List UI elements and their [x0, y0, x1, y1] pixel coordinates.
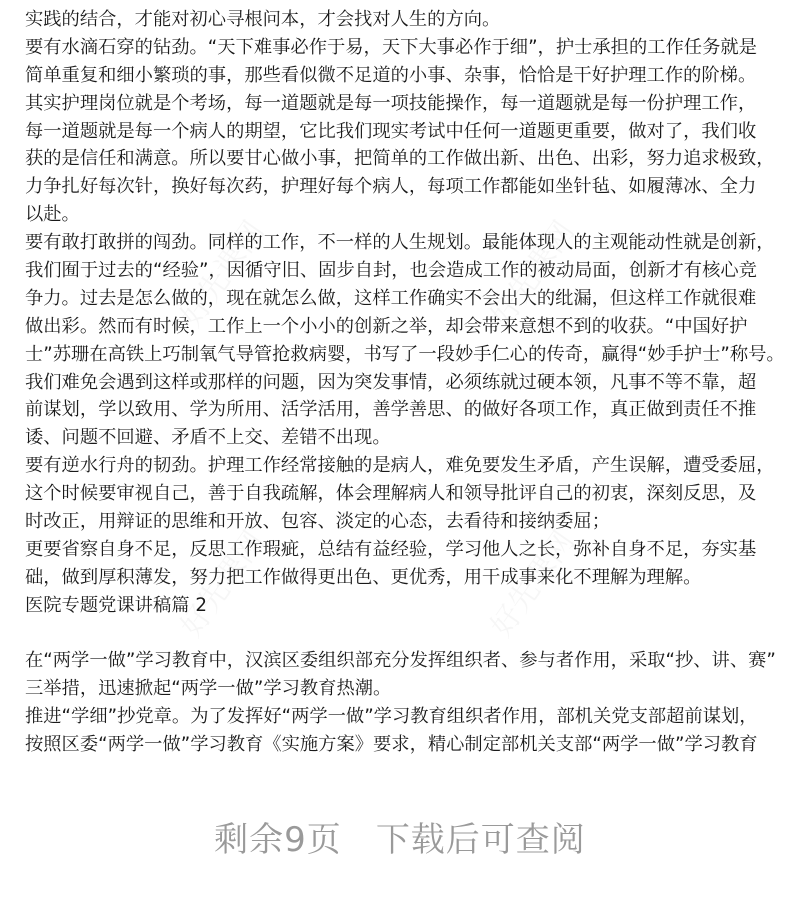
text-line: 医院专题党课讲稿篇 2 — [25, 594, 207, 616]
text-line: 推进“学细”抄党章。为了发挥好“两学一做”学习教育组织者作用，部机关党支部超前谋划， — [25, 706, 758, 728]
text-line: 每一道题就是每一个病人的期望，它比我们现实考试中任何一道题更重要，做对了，我们收 — [25, 120, 757, 142]
text-line: 以赴。 — [25, 204, 80, 226]
text-line: 前谋划，学以致用、学为所用、活学活用，善学善思、的做好各项工作，真正做到责任不推 — [25, 399, 757, 421]
text-line: 力争扎好每次针，换好每次药，护理好每个病人，每项工作都能如坐针毡、如履薄冰、全力 — [25, 176, 757, 198]
text-line: 争力。过去是怎么做的，现在就怎么做，这样工作确实不会出大的纰漏，但这样工作就很难 — [25, 287, 757, 309]
text-line: 士”苏珊在高铁上巧制氧气导管抢救病婴，书写了一段妙手仁心的传奇，赢得“妙手护士”称号。 — [25, 343, 785, 365]
document-body — [25, 6, 795, 759]
text-line: 础，做到厚积薄发，努力把工作做得更出色、更优秀，用干成事来化不理解为理解。 — [25, 566, 702, 588]
text-line: 要有逆水行舟的韧劲。护理工作经常接触的是病人，难免要发生矛盾，产生误解，遭受委屈， — [25, 455, 775, 477]
text-line: 做出彩。然而有时候，工作上一个小小的创新之举，却会带来意想不到的收获。“中国好护 — [25, 315, 748, 337]
download-prompt[interactable] — [0, 812, 800, 861]
text-line: 我们囿于过去的“经验”，因循守旧、固步自封，也会造成工作的被动局面，创新才有核心竞 — [25, 260, 757, 282]
text-line: 更要省察自身不足，反思工作瑕疵，总结有益经验，学习他人之长，弥补自身不足，夯实基 — [25, 538, 757, 560]
text-line: 其实护理岗位就是个考场，每一道题就是每一项技能操作，每一道题就是每一份护理工作， — [25, 92, 757, 114]
blank-line — [25, 620, 795, 648]
text-line: 时改正，用辩证的思维和开放、包容、淡定的心态，去看待和接纳委屈； — [25, 511, 610, 533]
text-line: 要有水滴石穿的钻劲。“天下难事必作于易，天下大事必作于细”，护士承担的工作任务就是 — [25, 36, 757, 58]
text-line: 我们难免会遇到这样或那样的问题，因为突发事情，必须练就过硬本领，凡事不等不靠，超 — [25, 371, 757, 393]
text-line: 简单重复和细小繁琐的事，那些看似微不足道的小事、杂事，恰恰是干好护理工作的阶梯。 — [25, 64, 757, 86]
text-line: 实践的结合，才能对初心寻根问本，才会找对人生的方向。 — [25, 9, 501, 30]
text-line: 要有敢打敢拼的闯劲。同样的工作，不一样的人生规划。最能体现人的主观能动性就是创新， — [25, 232, 775, 254]
text-line: 三举措，迅速掀起“两学一做”学习教育热潮。 — [25, 678, 392, 700]
text-line: 这个时候要审视自己，善于自我疏解，体会理解病人和领导批评自己的初衷，深刻反思，及 — [25, 483, 757, 505]
text-line: 诿、问题不回避、矛盾不上交、差错不出现。 — [25, 427, 391, 449]
text-line: 获的是信任和满意。所以要甘心做小事，把简单的工作做出新、出色、出彩，努力追求极致， — [25, 148, 775, 170]
download-to-view-text[interactable]: 下载后可查阅 — [375, 820, 586, 860]
text-line: 在“两学一做”学习教育中，汉滨区委组织部充分发挥组织者、参与者作用，采取“抄、讲、赛” — [25, 650, 776, 672]
remaining-pages-text[interactable]: 剩余9页 — [214, 820, 342, 860]
text-line: 按照区委“两学一做”学习教育《实施方案》要求，精心制定部机关支部“两学一做”学习教育 — [25, 734, 758, 756]
